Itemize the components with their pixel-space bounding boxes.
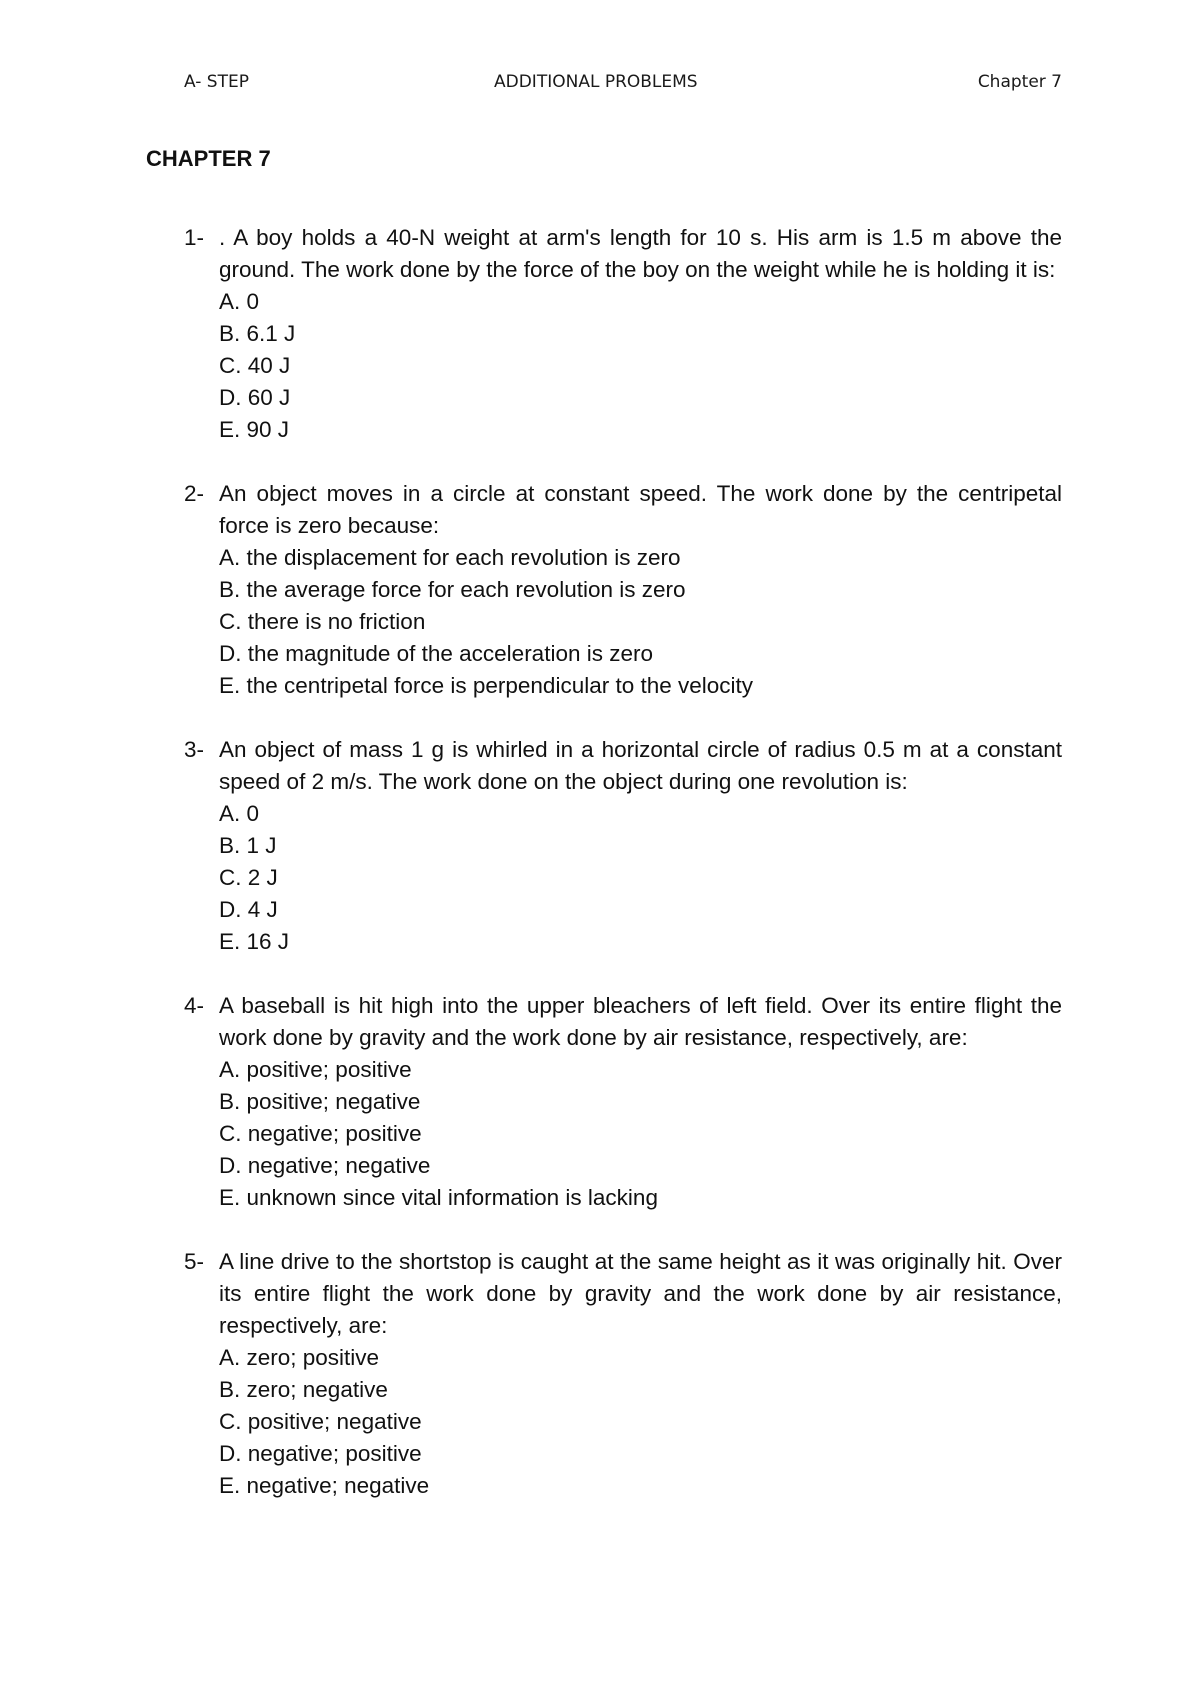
question-2 — [184, 478, 1062, 702]
option-a: A. zero; positive — [219, 1345, 380, 1370]
option-d: D. negative; positive — [219, 1441, 422, 1466]
question-text: . A boy holds a 40-N weight at arm's length for 10 s. His arm is 1.5 m above the ground. The work done by the force of the boy on the weight while he is holding it is: — [219, 225, 1062, 282]
option-c: C. 2 J — [219, 865, 278, 890]
option-d: D. 60 J — [219, 385, 291, 410]
option-e: E. unknown since vital information is lacking — [219, 1185, 658, 1210]
option-d: D. 4 J — [219, 897, 278, 922]
question-text: An object of mass 1 g is whirled in a horizontal circle of radius 0.5 m at a constant speed of 2 m/s. The work done on the object during one revolution is: — [219, 737, 1062, 794]
option-b: B. the average force for each revolution is zero — [219, 577, 686, 602]
header-center: ADDITIONAL PROBLEMS — [494, 72, 698, 92]
option-a: A. 0 — [219, 801, 260, 826]
question-5 — [184, 1246, 1062, 1502]
option-b: B. positive; negative — [219, 1089, 421, 1114]
question-number: 3- — [184, 737, 205, 762]
option-a: A. positive; positive — [219, 1057, 412, 1082]
header-right: Chapter 7 — [977, 72, 1062, 92]
question-4 — [184, 990, 1062, 1214]
option-e: E. negative; negative — [219, 1473, 430, 1498]
option-c: C. 40 J — [219, 353, 291, 378]
question-list — [184, 222, 1062, 1534]
option-a: A. the displacement for each revolution is zero — [219, 545, 681, 570]
option-a: A. 0 — [219, 289, 260, 314]
question-text: A line drive to the shortstop is caught at the same height as it was originally hit. Over its entire flight the work done by gravity and the work done by air resistance, respectively, are: — [219, 1249, 1062, 1338]
option-d: D. the magnitude of the acceleration is zero — [219, 641, 653, 666]
chapter-title: CHAPTER 7 — [146, 146, 271, 171]
option-c: C. negative; positive — [219, 1121, 422, 1146]
question-1 — [184, 222, 1062, 446]
option-d: D. negative; negative — [219, 1153, 431, 1178]
header-left: A- STEP — [184, 72, 249, 92]
option-e: E. the centripetal force is perpendicular to the velocity — [219, 673, 754, 698]
question-3 — [184, 734, 1062, 958]
question-number: 1- — [184, 225, 205, 250]
page-header — [184, 72, 1062, 102]
question-text: An object moves in a circle at constant speed. The work done by the centripetal force is zero because: — [219, 481, 1062, 538]
question-number: 5- — [184, 1249, 205, 1274]
question-text: A baseball is hit high into the upper bleachers of left field. Over its entire flight the work done by gravity and the work done by air resistance, respectively, are: — [219, 993, 1062, 1050]
option-c: C. positive; negative — [219, 1409, 422, 1434]
option-b: B. 6.1 J — [219, 321, 296, 346]
question-number: 2- — [184, 481, 205, 506]
option-b: B. 1 J — [219, 833, 277, 858]
option-e: E. 90 J — [219, 417, 290, 442]
question-number: 4- — [184, 993, 205, 1018]
option-b: B. zero; negative — [219, 1377, 388, 1402]
option-c: C. there is no friction — [219, 609, 426, 634]
option-e: E. 16 J — [219, 929, 290, 954]
